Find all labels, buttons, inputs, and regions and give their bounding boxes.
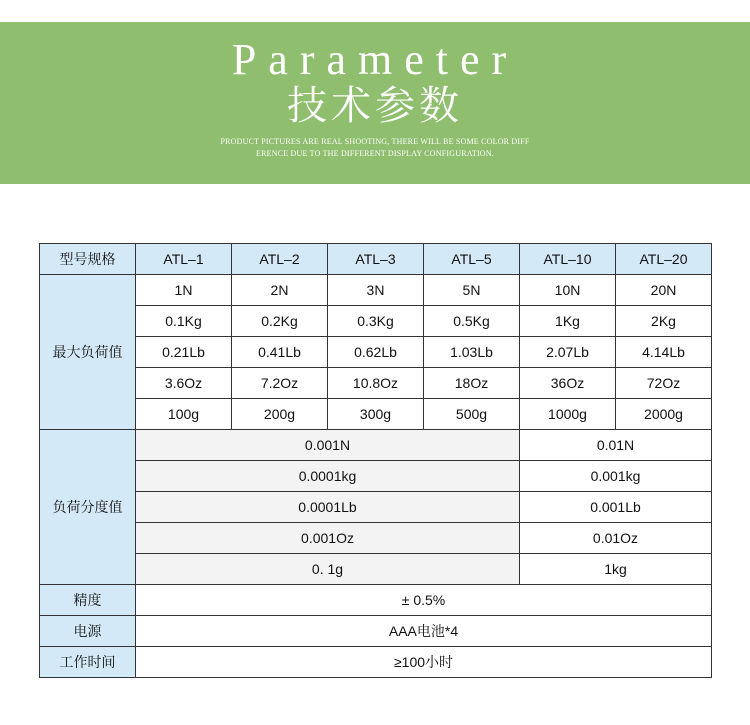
- max-load-cell: 10.8Oz: [328, 368, 424, 399]
- model-name: ATL–3: [328, 244, 424, 275]
- work-time-row: [40, 647, 712, 678]
- max-load-cell: 20N: [616, 275, 712, 306]
- max-load-cell: 0.21Lb: [136, 337, 232, 368]
- resolution-cell: 0.01N: [520, 430, 712, 461]
- resolution-cell: 0.0001Lb: [136, 492, 520, 523]
- max-load-row: [40, 399, 712, 430]
- max-load-cell: 100g: [136, 399, 232, 430]
- banner-disclaimer-line-1: PRODUCT PICTURES ARE REAL SHOOTING, THERE WILL BE SOME COLOR DIFF: [220, 137, 530, 146]
- max-load-cell: 300g: [328, 399, 424, 430]
- model-spec-label: 型号规格: [40, 244, 136, 275]
- max-load-cell: 10N: [520, 275, 616, 306]
- max-load-row: [40, 368, 712, 399]
- parameter-banner: [0, 22, 750, 184]
- max-load-cell: 1Kg: [520, 306, 616, 337]
- max-load-cell: 2N: [232, 275, 328, 306]
- max-load-cell: 0.5Kg: [424, 306, 520, 337]
- max-load-cell: 1.03Lb: [424, 337, 520, 368]
- max-load-cell: 3.6Oz: [136, 368, 232, 399]
- power-label: 电源: [40, 616, 136, 647]
- max-load-cell: 0.1Kg: [136, 306, 232, 337]
- model-header-row: [40, 244, 712, 275]
- resolution-cell: 0.001Oz: [136, 523, 520, 554]
- max-load-cell: 1N: [136, 275, 232, 306]
- max-load-cell: 18Oz: [424, 368, 520, 399]
- resolution-row: [40, 461, 712, 492]
- max-load-label: 最大负荷值: [40, 275, 136, 430]
- max-load-cell: 36Oz: [520, 368, 616, 399]
- resolution-row: [40, 492, 712, 523]
- max-load-cell: 200g: [232, 399, 328, 430]
- max-load-cell: 1000g: [520, 399, 616, 430]
- model-name: ATL–2: [232, 244, 328, 275]
- work-time-label: 工作时间: [40, 647, 136, 678]
- max-load-cell: 7.2Oz: [232, 368, 328, 399]
- power-value: AAA电池*4: [136, 616, 712, 647]
- max-load-cell: 0.3Kg: [328, 306, 424, 337]
- accuracy-value: ± 0.5%: [136, 585, 712, 616]
- max-load-cell: 5N: [424, 275, 520, 306]
- accuracy-label: 精度: [40, 585, 136, 616]
- model-name: ATL–5: [424, 244, 520, 275]
- power-row: [40, 616, 712, 647]
- resolution-cell: 0.001Lb: [520, 492, 712, 523]
- model-name: ATL–20: [616, 244, 712, 275]
- resolution-cell: 0. 1g: [136, 554, 520, 585]
- resolution-row: [40, 554, 712, 585]
- max-load-cell: 0.41Lb: [232, 337, 328, 368]
- banner-disclaimer: [185, 136, 565, 160]
- resolution-cell: 0.01Oz: [520, 523, 712, 554]
- max-load-cell: 2.07Lb: [520, 337, 616, 368]
- resolution-row: [40, 430, 712, 461]
- max-load-cell: 0.62Lb: [328, 337, 424, 368]
- work-time-value: ≥100小时: [136, 647, 712, 678]
- banner-title-en: Parameter: [231, 35, 519, 84]
- max-load-row: [40, 275, 712, 306]
- resolution-label: 负荷分度值: [40, 430, 136, 585]
- max-load-cell: 500g: [424, 399, 520, 430]
- resolution-row: [40, 523, 712, 554]
- banner-title-cn: 技术参数: [287, 83, 463, 129]
- parameter-table: [39, 243, 712, 678]
- accuracy-row: [40, 585, 712, 616]
- banner-disclaimer-line-2: ERENCE DUE TO THE DIFFERENT DISPLAY CONFIGURATION.: [256, 149, 494, 158]
- resolution-cell: 1kg: [520, 554, 712, 585]
- max-load-cell: 72Oz: [616, 368, 712, 399]
- max-load-row: [40, 306, 712, 337]
- max-load-cell: 4.14Lb: [616, 337, 712, 368]
- max-load-cell: 0.2Kg: [232, 306, 328, 337]
- resolution-cell: 0.001N: [136, 430, 520, 461]
- model-name: ATL–10: [520, 244, 616, 275]
- resolution-cell: 0.001kg: [520, 461, 712, 492]
- max-load-row: [40, 337, 712, 368]
- max-load-cell: 2000g: [616, 399, 712, 430]
- max-load-cell: 3N: [328, 275, 424, 306]
- max-load-cell: 2Kg: [616, 306, 712, 337]
- model-name: ATL–1: [136, 244, 232, 275]
- resolution-cell: 0.0001kg: [136, 461, 520, 492]
